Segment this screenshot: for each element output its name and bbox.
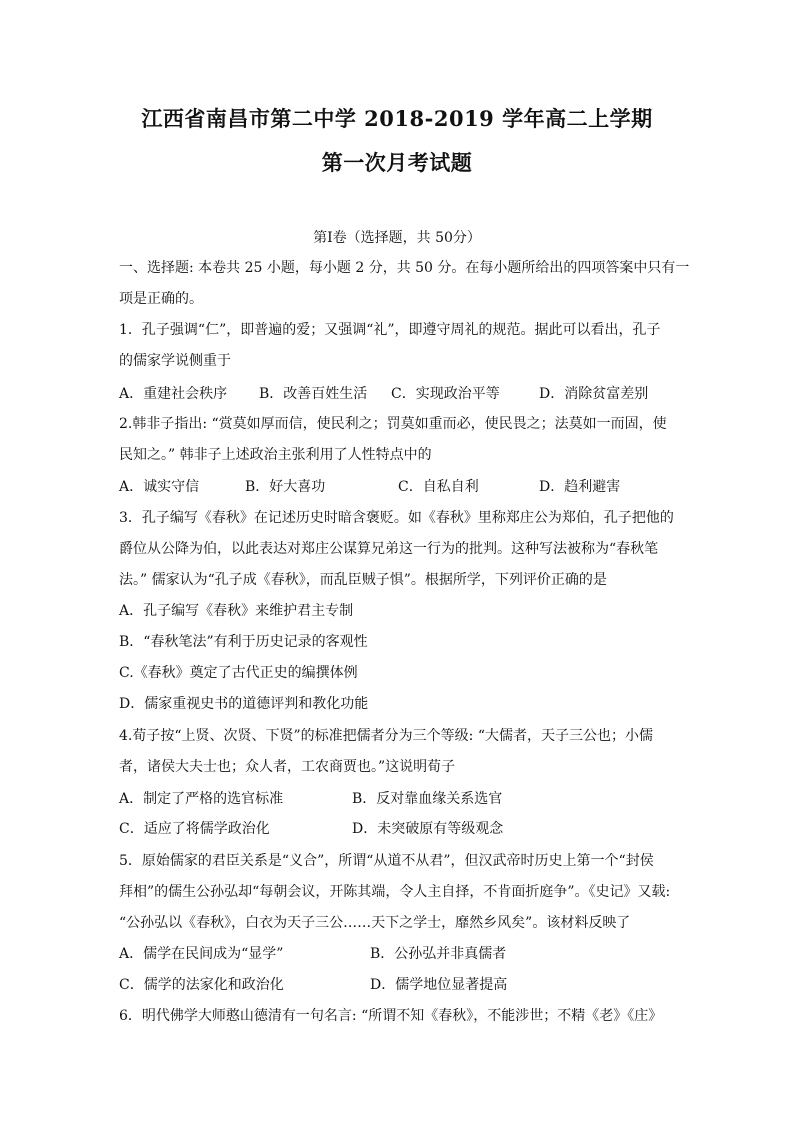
- exam-subtitle: 第一次月考试题: [321, 150, 473, 175]
- question-4-line-2: 者，诸侯大夫士也；众人者，工农商贾也。”这说明荀子: [119, 759, 456, 775]
- question-1-line-2: 的儒家学说侧重于: [119, 353, 231, 369]
- question-1-option-c: C．实现政治平等: [391, 386, 500, 402]
- question-2-line-2: 民知之。” 韩非子上述政治主张利用了人性特点中的: [119, 447, 432, 463]
- question-2-option-d: D．趋利避害: [539, 479, 621, 495]
- question-2-option-b: B．好大喜功: [245, 479, 326, 495]
- question-6-line-1: 6．明代佛学大师憨山德清有一句名言: “所谓不知《春秋》，不能涉世；不精《老》《庄》: [119, 1008, 663, 1024]
- question-4-option-c: C．适应了将儒学政治化: [119, 821, 270, 837]
- question-4-option-a: A．制定了严格的选官标准: [119, 791, 284, 807]
- question-3-option-b: B．“春秋笔法”有利于历史记录的客观性: [119, 634, 368, 650]
- question-2-line-1: 2.韩非子指出: “赏莫如厚而信，使民利之；罚莫如重而必，使民畏之；法莫如一而固，使: [119, 416, 667, 432]
- question-5-line-2: 拜相”的儒生公孙弘却“每朝会议，开陈其端，令人主自择，不肯面折庭争”。《史记》又载:: [119, 884, 671, 900]
- question-3-line-2: 爵位从公降为伯，以此表达对郑庄公谋算兄弟这一行为的批判。这种写法被称为“春秋笔: [119, 541, 659, 557]
- question-2-option-a: A．诚实守信: [119, 479, 200, 495]
- question-5-line-3: “公孙弘以《春秋》，白衣为天子三公……天下之学士，靡然乡风矣”。该材料反映了: [119, 915, 631, 931]
- question-5-option-d: D．儒学地位显著提高: [370, 977, 508, 993]
- question-4-line-1: 4.荀子按“上贤、次贤、下贤”的标准把儒者分为三个等级: “大儒者，天子三公也；小儒: [119, 728, 653, 744]
- question-1-option-d: D．消除贫富差别: [539, 386, 649, 402]
- question-5-line-1: 5．原始儒家的君臣关系是“义合”，所谓“从道不从君”，但汉武帝时历史上第一个“封侯: [119, 853, 654, 869]
- question-4-option-d: D．未突破原有等级观念: [352, 821, 504, 837]
- question-5-option-a: A．儒学在民间成为“显学”: [119, 946, 284, 962]
- instructions-line-2: 项是正确的。: [119, 291, 203, 307]
- question-5-option-b: B．公孙弘并非真儒者: [370, 946, 507, 962]
- instructions-line-1: 一、选择题: 本卷共 25 小题，每小题 2 分，共 50 分。在每小题所给出的四项答案中只有一: [119, 260, 690, 276]
- question-3-option-a: A．孔子编写《春秋》来维护君主专制: [119, 603, 354, 619]
- question-3-line-3: 法。” 儒家认为“孔子成《春秋》，而乱臣贼子惧”。根据所学，下列评价正确的是: [119, 572, 607, 588]
- question-1-option-a: A．重建社会秩序: [119, 386, 228, 402]
- question-2-option-c: C．自私自利: [398, 479, 479, 495]
- question-3-option-c: C.《春秋》奠定了古代正史的编撰体例: [119, 665, 358, 681]
- question-4-option-b: B．反对靠血缘关系选官: [352, 791, 503, 807]
- exam-title: 江西省南昌市第二中学 2018-2019 学年高二上学期: [141, 106, 653, 131]
- question-3-line-1: 3．孔子编写《春秋》在记述历史时暗含褒贬。如《春秋》里称郑庄公为郑伯，孔子把他的: [119, 510, 674, 526]
- section-header: 第Ⅰ卷（选择题，共 50分）: [313, 230, 481, 246]
- question-3-option-d: D．儒家重视史书的道德评判和教化功能: [119, 696, 369, 712]
- question-1-option-b: B．改善百姓生活: [259, 386, 368, 402]
- question-5-option-c: C．儒学的法家化和政治化: [119, 977, 284, 993]
- question-1-line-1: 1．孔子强调“仁”，即普遍的爱；又强调“礼”，即遵守周礼的规范。据此可以看出，孔子: [119, 322, 661, 338]
